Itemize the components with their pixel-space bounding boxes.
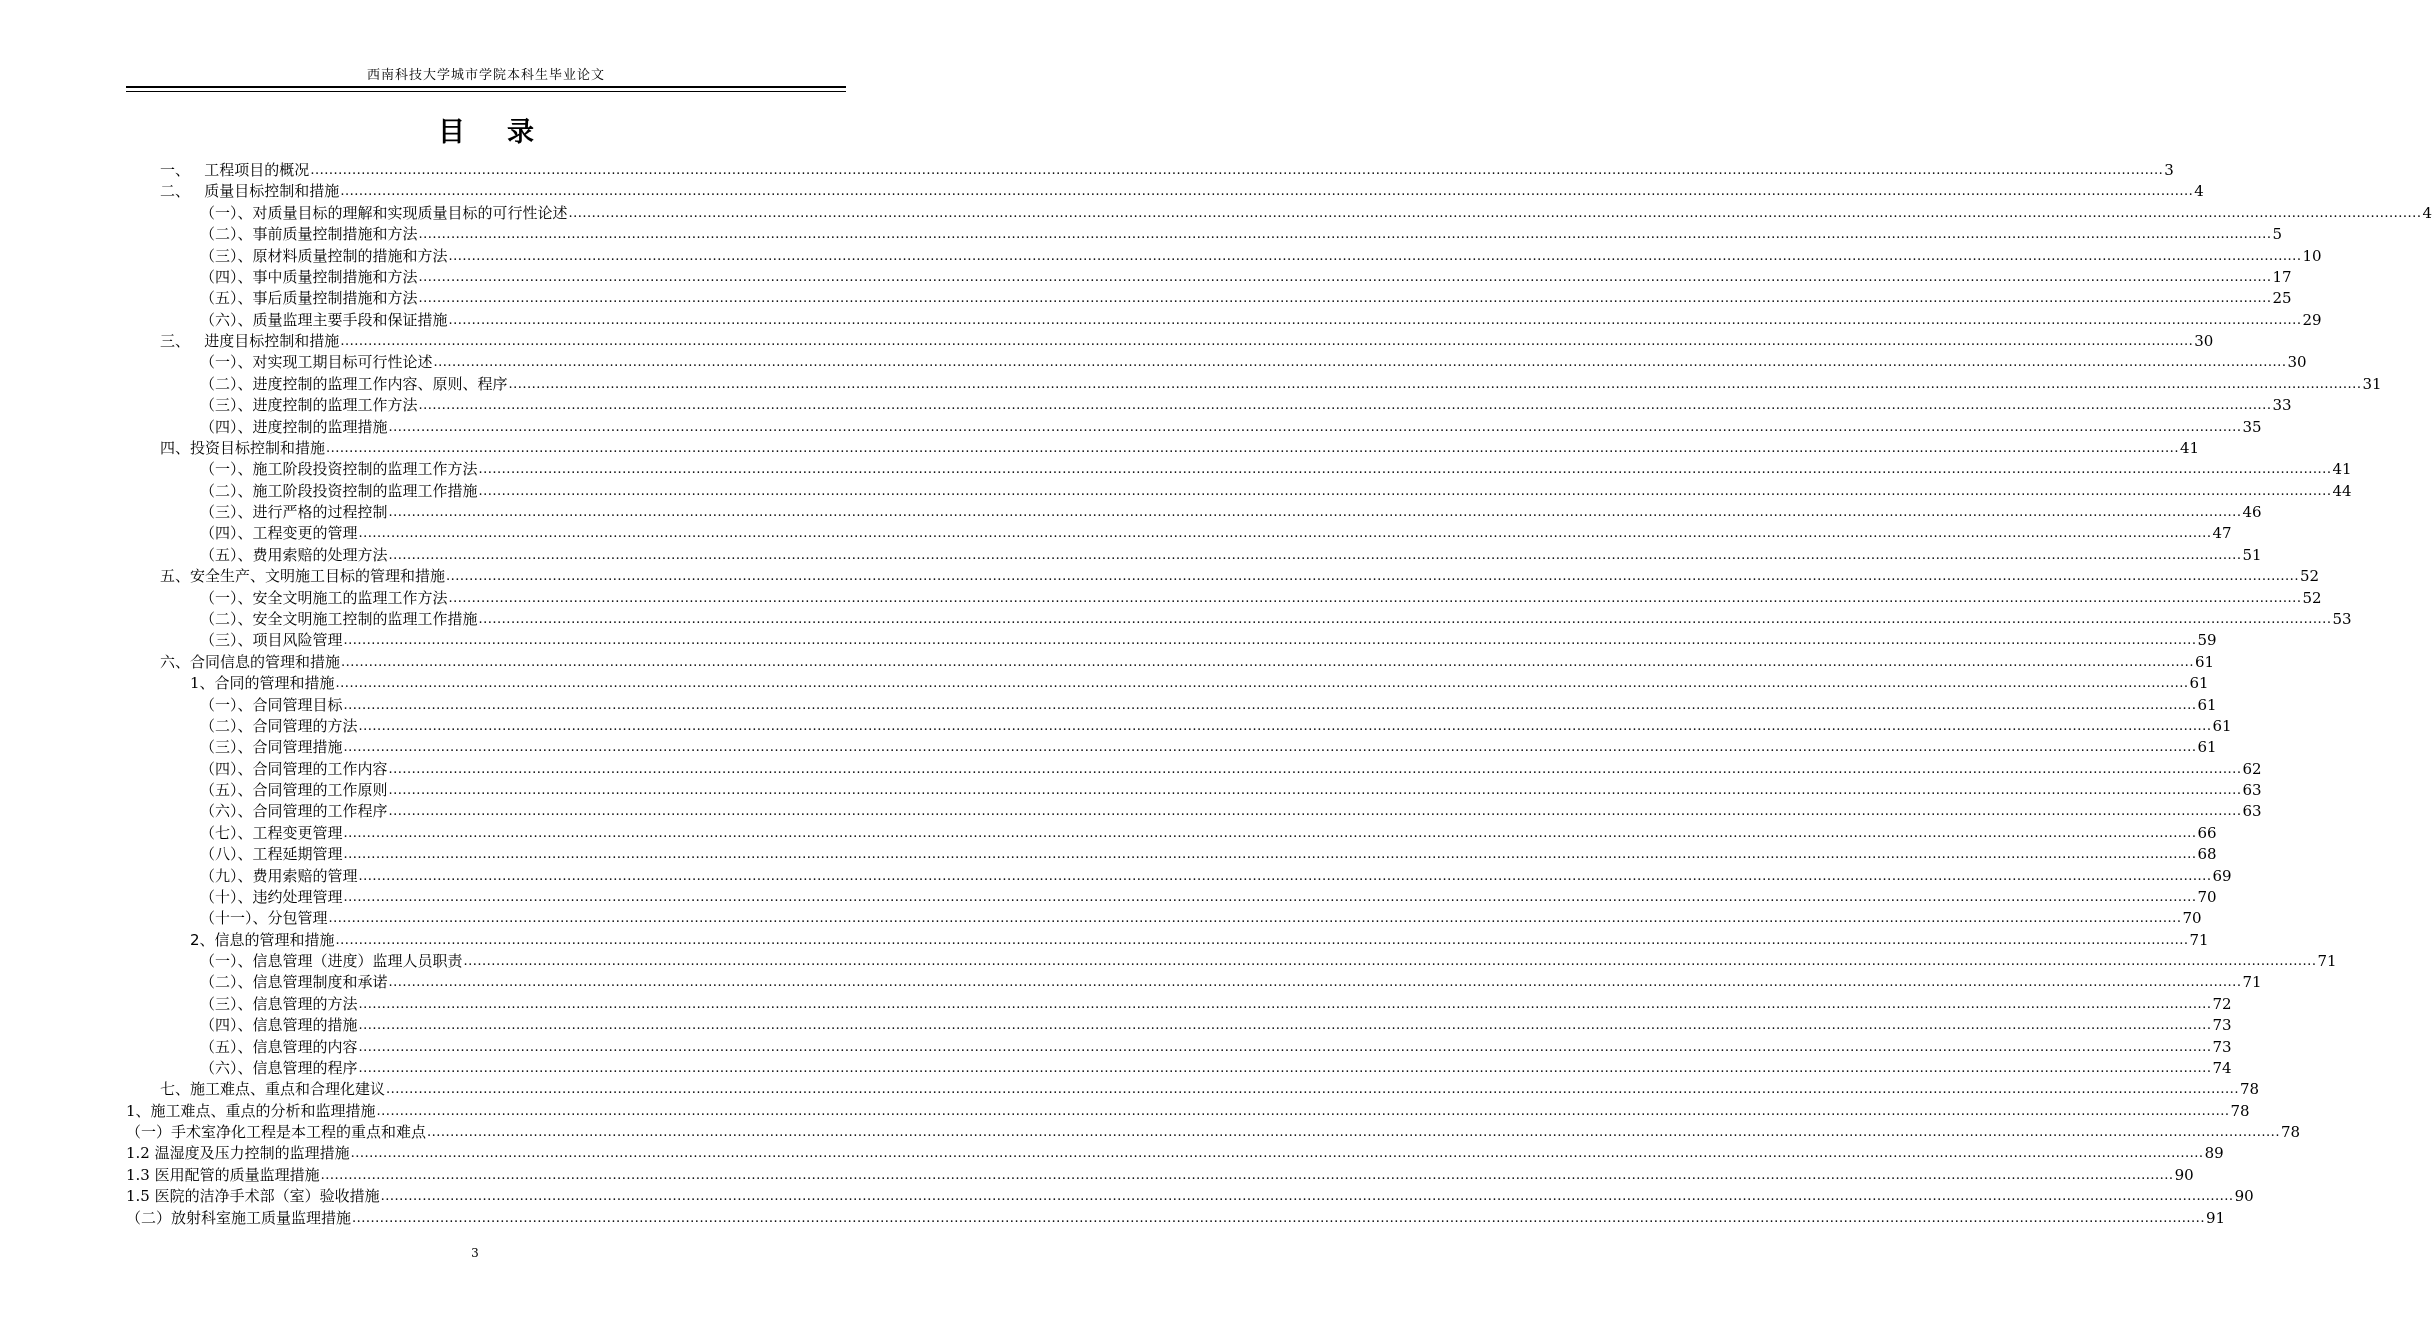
toc-entry-page: 4 xyxy=(2422,203,2432,222)
toc-entry-label: （二）、信息管理制度和承诺 xyxy=(200,973,388,992)
toc-entry[interactable] xyxy=(200,203,2432,224)
toc-entry-label: （一）、对质量目标的理解和实现质量目标的可行性论述 xyxy=(200,203,568,222)
toc-entry-label: （四）、进度控制的监理措施 xyxy=(200,417,388,436)
toc-entry-page: 30 xyxy=(2194,332,2214,351)
toc-entry[interactable] xyxy=(160,652,2215,673)
toc-entry[interactable] xyxy=(126,1101,2250,1122)
toc-entry[interactable] xyxy=(200,951,2337,972)
toc-entry-page: 69 xyxy=(2212,866,2232,885)
toc-entry[interactable] xyxy=(200,481,2352,502)
toc-leader-dots: ................................................................................................................................................................................................................................................................................................................................................................................................................ xyxy=(343,889,2197,905)
toc-entry[interactable] xyxy=(200,844,2217,865)
toc-entry[interactable] xyxy=(200,288,2292,309)
toc-entry-label: （一）、安全文明施工的监理工作方法 xyxy=(200,588,448,607)
toc-entry-page: 78 xyxy=(2230,1101,2250,1120)
toc-entry-page: 31 xyxy=(2362,374,2382,393)
toc-entry-label: （六）、信息管理的程序 xyxy=(200,1058,358,1077)
toc-entry-label: （二）、进度控制的监理工作内容、原则、程序 xyxy=(200,374,508,393)
toc-leader-dots: ................................................................................................................................................................................................................................................................................................................................................................................................................ xyxy=(335,932,2189,948)
toc-leader-dots: ................................................................................................................................................................................................................................................................................................................................................................................................................ xyxy=(478,611,2332,627)
toc-leader-dots: ................................................................................................................................................................................................................................................................................................................................................................................................................ xyxy=(335,676,2189,692)
toc-leader-dots: ................................................................................................................................................................................................................................................................................................................................................................................................................ xyxy=(358,1060,2212,1076)
toc-entry-label: （五）、合同管理的工作原则 xyxy=(200,781,388,800)
toc-entry-label: （三）、进行严格的过程控制 xyxy=(200,503,388,522)
toc-entry[interactable] xyxy=(200,267,2292,288)
toc-entry[interactable] xyxy=(200,737,2217,758)
toc-entry-label: （一）、对实现工期目标可行性论述 xyxy=(200,353,433,372)
toc-entry-page: 35 xyxy=(2242,417,2262,436)
toc-entry-label: 六、合同信息的管理和措施 xyxy=(160,652,341,671)
toc-entry-label: （二）、施工阶段投资控制的监理工作措施 xyxy=(200,481,478,500)
toc-leader-dots: ................................................................................................................................................................................................................................................................................................................................................................................................................ xyxy=(343,697,2197,713)
toc-entry[interactable] xyxy=(160,181,2204,202)
toc-entry-page: 44 xyxy=(2332,481,2352,500)
toc-leader-dots: ................................................................................................................................................................................................................................................................................................................................................................................................................ xyxy=(386,1082,2239,1098)
toc-entry-page: 4 xyxy=(2194,182,2204,201)
toc-entry-label: 1.5 医院的洁净手术部（室）验收措施 xyxy=(126,1187,380,1206)
toc-entry-label: （二）、事前质量控制措施和方法 xyxy=(200,225,418,244)
toc-entry[interactable] xyxy=(200,1037,2232,1058)
toc-entry-page: 47 xyxy=(2212,524,2232,543)
toc-leader-dots: ................................................................................................................................................................................................................................................................................................................................................................................................................ xyxy=(463,954,2317,970)
toc-leader-dots: ................................................................................................................................................................................................................................................................................................................................................................................................................ xyxy=(446,569,2299,585)
toc-leader-dots: ................................................................................................................................................................................................................................................................................................................................................................................................................ xyxy=(340,334,2194,350)
toc-entry-label: 二、 质量目标控制和措施 xyxy=(160,182,340,201)
toc-entry-page: 53 xyxy=(2332,609,2352,628)
toc-entry[interactable] xyxy=(200,224,2282,245)
toc-entry-page: 59 xyxy=(2197,631,2217,650)
toc-entry-label: 七、施工难点、重点和合理化建议 xyxy=(160,1080,386,1099)
toc-leader-dots: ................................................................................................................................................................................................................................................................................................................................................................................................................ xyxy=(418,291,2272,307)
toc-leader-dots: ................................................................................................................................................................................................................................................................................................................................................................................................................ xyxy=(418,227,2272,243)
toc-leader-dots: ................................................................................................................................................................................................................................................................................................................................................................................................................ xyxy=(358,718,2212,734)
header-rule-thick xyxy=(126,86,846,88)
toc-leader-dots: ................................................................................................................................................................................................................................................................................................................................................................................................................ xyxy=(341,654,2194,670)
toc-entry[interactable] xyxy=(200,866,2232,887)
toc-entry-label: （一）、信息管理（进度）监理人员职责 xyxy=(200,952,463,971)
toc-leader-dots: ................................................................................................................................................................................................................................................................................................................................................................................................................ xyxy=(418,398,2272,414)
document-header: 西南科技大学城市学院本科生毕业论文 xyxy=(366,68,605,83)
toc-entry-page: 70 xyxy=(2197,887,2217,906)
toc-entry-page: 51 xyxy=(2242,545,2262,564)
toc-entry-label: （四）、事中质量控制措施和方法 xyxy=(200,267,418,286)
toc-leader-dots: ................................................................................................................................................................................................................................................................................................................................................................................................................ xyxy=(388,419,2242,435)
toc-leader-dots: ................................................................................................................................................................................................................................................................................................................................................................................................................ xyxy=(358,996,2212,1012)
toc-entry[interactable] xyxy=(200,801,2262,822)
toc-entry-label: （二）放射科室施工质量监理措施 xyxy=(126,1208,352,1227)
toc-entry[interactable] xyxy=(200,417,2262,438)
toc-leader-dots: ................................................................................................................................................................................................................................................................................................................................................................................................................ xyxy=(388,505,2242,521)
toc-entry[interactable] xyxy=(200,310,2322,331)
toc-entry[interactable] xyxy=(126,1186,2254,1207)
toc-entry-page: 90 xyxy=(2174,1165,2194,1184)
toc-leader-dots: ................................................................................................................................................................................................................................................................................................................................................................................................................ xyxy=(358,1018,2212,1034)
toc-entry-page: 72 xyxy=(2212,994,2232,1013)
toc-leader-dots: ................................................................................................................................................................................................................................................................................................................................................................................................................ xyxy=(388,804,2242,820)
toc-leader-dots: ................................................................................................................................................................................................................................................................................................................................................................................................................ xyxy=(478,483,2332,499)
toc-entry-page: 41 xyxy=(2179,438,2200,457)
toc-entry[interactable] xyxy=(200,1058,2232,1079)
toc-entry[interactable] xyxy=(160,1079,2260,1100)
toc-entry-label: 1.3 医用配管的质量监理措施 xyxy=(126,1165,320,1184)
toc-leader-dots: ................................................................................................................................................................................................................................................................................................................................................................................................................ xyxy=(388,547,2242,563)
toc-entry[interactable] xyxy=(200,459,2352,480)
toc-entry[interactable] xyxy=(160,331,2214,352)
toc-leader-dots: ................................................................................................................................................................................................................................................................................................................................................................................................................ xyxy=(310,163,2164,178)
toc-entry-page: 66 xyxy=(2197,823,2217,842)
toc-entry-label: （三）、进度控制的监理工作方法 xyxy=(200,396,418,415)
toc-entry-page: 5 xyxy=(2272,225,2282,244)
toc-entry-page: 62 xyxy=(2242,759,2262,778)
toc-entry-page: 63 xyxy=(2242,781,2262,800)
toc-entry-page: 46 xyxy=(2242,503,2262,522)
header-rule-thin xyxy=(126,91,846,92)
toc-entry[interactable] xyxy=(200,630,2217,651)
toc-leader-dots: ................................................................................................................................................................................................................................................................................................................................................................................................................ xyxy=(568,205,2422,221)
toc-leader-dots: ................................................................................................................................................................................................................................................................................................................................................................................................................ xyxy=(388,761,2242,777)
toc-leader-dots: ................................................................................................................................................................................................................................................................................................................................................................................................................ xyxy=(352,1210,2205,1226)
toc-entry[interactable] xyxy=(126,1208,2226,1229)
toc-entry-page: 78 xyxy=(2239,1080,2260,1099)
toc-leader-dots: ................................................................................................................................................................................................................................................................................................................................................................................................................ xyxy=(433,355,2287,371)
toc-leader-dots: ................................................................................................................................................................................................................................................................................................................................................................................................................ xyxy=(328,911,2182,927)
toc-entry-page: 74 xyxy=(2212,1058,2232,1077)
toc-leader-dots: ................................................................................................................................................................................................................................................................................................................................................................................................................ xyxy=(448,248,2302,264)
toc-entry-page: 71 xyxy=(2189,930,2209,949)
toc-entry[interactable] xyxy=(200,994,2232,1015)
toc-entry-page: 30 xyxy=(2287,353,2307,372)
toc-leader-dots: ................................................................................................................................................................................................................................................................................................................................................................................................................ xyxy=(508,376,2362,392)
toc-entry-page: 52 xyxy=(2299,567,2320,586)
toc-entry-label: 一、 工程项目的概况 xyxy=(160,161,310,179)
toc-entry-label: 四、投资目标控制和措施 xyxy=(160,438,326,457)
toc-leader-dots: ................................................................................................................................................................................................................................................................................................................................................................................................................ xyxy=(448,590,2302,606)
toc-leader-dots: ................................................................................................................................................................................................................................................................................................................................................................................................................ xyxy=(343,633,2197,649)
toc-entry-page: 63 xyxy=(2242,802,2262,821)
toc-entry-label: （三）、信息管理的方法 xyxy=(200,994,358,1013)
toc-entry[interactable] xyxy=(200,374,2382,395)
toc-entry[interactable] xyxy=(200,780,2262,801)
toc-entry-page: 61 xyxy=(2197,695,2217,714)
toc-entry[interactable] xyxy=(160,438,2200,459)
toc-entry-label: （十一）、分包管理 xyxy=(200,909,328,928)
toc-leader-dots: ................................................................................................................................................................................................................................................................................................................................................................................................................ xyxy=(376,1103,2230,1119)
toc-entry-label: （三）、项目风险管理 xyxy=(200,631,343,650)
toc-entry-label: （九）、费用索赔的管理 xyxy=(200,866,358,885)
toc-entry-page: 73 xyxy=(2212,1037,2232,1056)
toc-entry-label: （一）、施工阶段投资控制的监理工作方法 xyxy=(200,460,478,479)
toc-entry[interactable] xyxy=(200,908,2202,929)
toc-entry-page: 68 xyxy=(2197,845,2217,864)
toc-entry-page: 73 xyxy=(2212,1016,2232,1035)
toc-leader-dots: ................................................................................................................................................................................................................................................................................................................................................................................................................ xyxy=(343,847,2197,863)
toc-leader-dots: ................................................................................................................................................................................................................................................................................................................................................................................................................ xyxy=(326,440,2179,456)
toc-entry[interactable] xyxy=(200,1015,2232,1036)
toc-entry-label: （七）、工程变更管理 xyxy=(200,823,343,842)
toc-entry-label: （六）、合同管理的工作程序 xyxy=(200,802,388,821)
toc-entry-page: 61 xyxy=(2194,652,2215,671)
toc-leader-dots: ................................................................................................................................................................................................................................................................................................................................................................................................................ xyxy=(350,1146,2204,1162)
toc-entry-page: 41 xyxy=(2332,460,2352,479)
page-number: 3 xyxy=(471,1246,479,1260)
toc-entry-label: （一）、合同管理目标 xyxy=(200,695,343,714)
toc-leader-dots: ................................................................................................................................................................................................................................................................................................................................................................................................................ xyxy=(358,868,2212,884)
toc-entry-page: 17 xyxy=(2272,267,2292,286)
toc-entry[interactable] xyxy=(160,160,2174,181)
toc-entry-page: 71 xyxy=(2242,973,2262,992)
toc-entry-page: 61 xyxy=(2189,674,2209,693)
toc-entry-label: （一）手术室净化工程是本工程的重点和难点 xyxy=(126,1123,427,1142)
toc-entry[interactable] xyxy=(126,1143,2224,1164)
toc-leader-dots: ................................................................................................................................................................................................................................................................................................................................................................................................................ xyxy=(340,184,2194,200)
toc-entry-label: （三）、原材料质量控制的措施和方法 xyxy=(200,246,448,265)
toc-entry-label: （四）、工程变更的管理 xyxy=(200,524,358,543)
toc-entry-label: 五、安全生产、文明施工目标的管理和措施 xyxy=(160,567,446,586)
toc-entry-page: 89 xyxy=(2204,1144,2224,1163)
toc-entry-page: 91 xyxy=(2205,1208,2226,1227)
toc-entry-label: （二）、安全文明施工控制的监理工作措施 xyxy=(200,609,478,628)
toc-entry-label: （四）、合同管理的工作内容 xyxy=(200,759,388,778)
toc-entry-label: （四）、信息管理的措施 xyxy=(200,1016,358,1035)
toc-entry-page: 61 xyxy=(2197,738,2217,757)
toc-entry-page: 33 xyxy=(2272,396,2292,415)
toc-leader-dots: ................................................................................................................................................................................................................................................................................................................................................................................................................ xyxy=(418,269,2272,285)
toc-leader-dots: ................................................................................................................................................................................................................................................................................................................................................................................................................ xyxy=(343,825,2197,841)
toc-entry-page: 29 xyxy=(2302,310,2322,329)
toc-entry-label: （五）、事后质量控制措施和方法 xyxy=(200,289,418,308)
toc-entry-page: 61 xyxy=(2212,716,2232,735)
toc-entry-label: （五）、信息管理的内容 xyxy=(200,1037,358,1056)
toc-entry-label: 1.2 温湿度及压力控制的监理措施 xyxy=(126,1144,350,1163)
toc-entry[interactable] xyxy=(126,1165,2194,1186)
toc-entry-label: （六）、质量监理主要手段和保证措施 xyxy=(200,310,448,329)
toc-leader-dots: ................................................................................................................................................................................................................................................................................................................................................................................................................ xyxy=(320,1167,2174,1183)
toc-entry-page: 25 xyxy=(2272,289,2292,308)
toc-entry[interactable] xyxy=(200,352,2307,373)
toc-entry[interactable] xyxy=(200,502,2262,523)
toc-leader-dots: ................................................................................................................................................................................................................................................................................................................................................................................................................ xyxy=(343,740,2197,756)
toc-entry[interactable] xyxy=(200,759,2262,780)
toc-entry[interactable] xyxy=(200,609,2352,630)
toc-entry-page: 70 xyxy=(2182,909,2202,928)
toc-entry[interactable] xyxy=(200,523,2232,544)
toc-entry-page: 78 xyxy=(2280,1123,2301,1142)
toc-entry-page: 71 xyxy=(2317,952,2337,971)
toc-entry-label: 三、 进度目标控制和措施 xyxy=(160,332,340,351)
toc-entry[interactable] xyxy=(200,716,2232,737)
toc-leader-dots: ................................................................................................................................................................................................................................................................................................................................................................................................................ xyxy=(448,312,2302,328)
toc-leader-dots: ................................................................................................................................................................................................................................................................................................................................................................................................................ xyxy=(388,783,2242,799)
toc-entry[interactable] xyxy=(160,566,2320,587)
toc-entry[interactable] xyxy=(200,588,2322,609)
toc-entry-page: 3 xyxy=(2164,161,2174,179)
toc-entry[interactable] xyxy=(200,823,2217,844)
toc-leader-dots: ................................................................................................................................................................................................................................................................................................................................................................................................................ xyxy=(388,975,2242,991)
toc-entry[interactable] xyxy=(200,695,2217,716)
toc-entry-label: 2、信息的管理和措施 xyxy=(190,930,335,949)
toc-entry-label: （八）、工程延期管理 xyxy=(200,845,343,864)
toc-leader-dots: ................................................................................................................................................................................................................................................................................................................................................................................................................ xyxy=(478,462,2332,478)
toc-entry-label: （五）、费用索赔的处理方法 xyxy=(200,545,388,564)
toc-entry-page: 90 xyxy=(2234,1187,2254,1206)
toc-entry-page: 10 xyxy=(2302,246,2322,265)
toc-entry[interactable] xyxy=(200,972,2262,993)
toc-entry[interactable] xyxy=(200,395,2292,416)
toc-entry-label: （三）、合同管理措施 xyxy=(200,738,343,757)
toc-leader-dots: ................................................................................................................................................................................................................................................................................................................................................................................................................ xyxy=(380,1189,2234,1205)
toc-entry-label: 1、施工难点、重点的分析和监理措施 xyxy=(126,1101,376,1120)
page-title: 目录 xyxy=(438,117,576,148)
toc-entry[interactable] xyxy=(190,930,2209,951)
toc-entry[interactable] xyxy=(200,246,2322,267)
toc-leader-dots: ................................................................................................................................................................................................................................................................................................................................................................................................................ xyxy=(358,526,2212,542)
toc-leader-dots: ................................................................................................................................................................................................................................................................................................................................................................................................................ xyxy=(358,1039,2212,1055)
toc-entry-label: （二）、合同管理的方法 xyxy=(200,716,358,735)
toc-entry-label: （十）、违约处理管理 xyxy=(200,887,343,906)
toc-entry[interactable] xyxy=(190,673,2209,694)
toc-entry[interactable] xyxy=(200,887,2217,908)
toc-entry-page: 52 xyxy=(2302,588,2322,607)
toc-entry-label: 1、合同的管理和措施 xyxy=(190,674,335,693)
toc-leader-dots: ................................................................................................................................................................................................................................................................................................................................................................................................................ xyxy=(427,1125,2280,1141)
toc-entry[interactable] xyxy=(126,1122,2301,1143)
toc-entry[interactable] xyxy=(200,545,2262,566)
